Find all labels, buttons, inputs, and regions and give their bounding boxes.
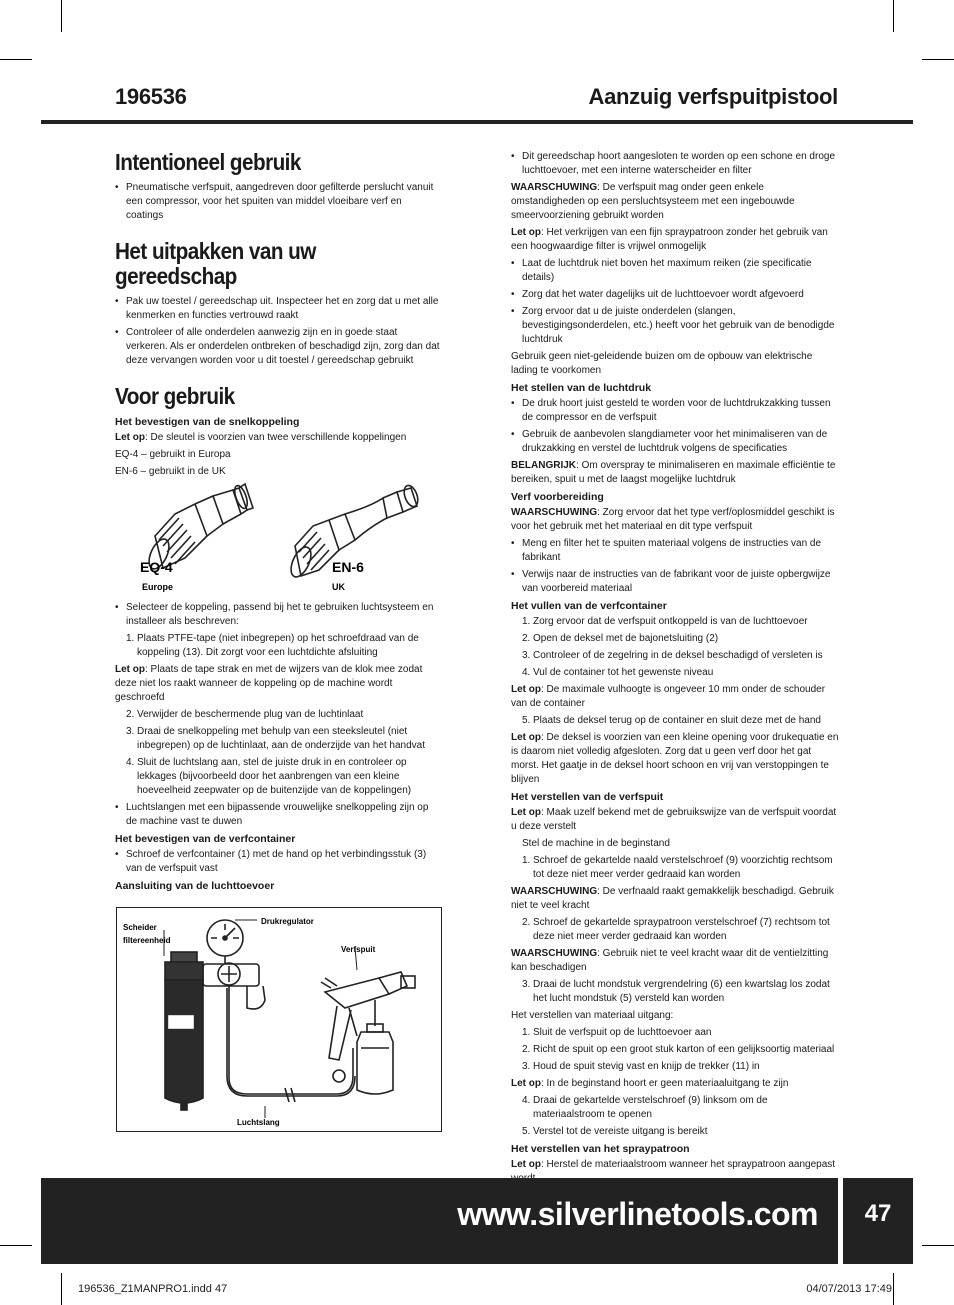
step-text: Draai de snelkoppeling met behulp van een steeksleutel (niet inbegrepen) op de luchtinlaat, aan de onderzijde van het handvat [137,726,425,751]
note-label: Let op [511,1159,541,1170]
fill-steps-b [511,714,840,728]
gun-handle [329,1006,351,1060]
step-number: 1. [522,855,531,866]
crop-mark [893,0,894,32]
list-item: • Schroef de verfcontainer (1) met de hand op het verbindingsstuk (3) van de verfspuit vast [115,848,440,876]
note-label: Let op [511,1078,541,1089]
footer-bar [41,1178,838,1264]
filter-bowl [165,980,203,1103]
filter-drain [181,1102,187,1110]
warning-text: : De verfspuit mag onder geen enkele omstandigheden op een persluchtsysteem met een ingebouwde smeervoorziening gebruikt worden [511,182,795,221]
note-label: Let op [115,432,145,443]
note-filter [511,226,840,254]
gun-adjusters [321,978,337,988]
page-number: 47 [843,1178,913,1264]
install-steps-a [115,632,440,660]
step-number: 3. [522,1061,531,1072]
intended-use-list [115,181,440,223]
warning-label: WAARSCHUWING [511,948,598,959]
static-note: Gebruik geen niet-geleidende buizen om de opbouw van elektrische lading te voorkomen [511,351,813,376]
heading-before-use: Voor gebruik [115,383,235,409]
subheading-paint-prep: Verf voorbereiding [511,491,604,503]
crop-mark [922,1245,954,1246]
note-label: Let op [511,807,541,818]
list-item: • Zorg dat het water dagelijks uit de luchttoevoer wordt afgevoerd [511,288,840,302]
step-text: Schroef de gekartelde spraypatroon verstelschroef (7) rechtsom tot deze niet meer verder gedraaid kan worden [533,917,830,942]
gun-air-inlet [333,1070,345,1082]
gun-body [325,978,389,1008]
important-label: BELANGRIJK [511,460,577,471]
adjust-steps-2 [511,916,840,944]
step-item [511,1125,840,1139]
regulator-outlet [247,986,265,1009]
note-text: : Maak uzelf bekend met de gebruikswijze van de verfspuit voordat u deze verstelt [511,807,837,832]
step-number: 2. [522,1044,531,1055]
subheading-pressure: Het stellen van de luchtdruk [511,382,652,394]
step-number: 1. [522,616,531,627]
eq4-line: EQ-4 – gebruikt in Europa [115,449,231,460]
warning-lubrication [511,181,840,223]
list-item: • Pak uw toestel / gereedschap uit. Inspecteer het en zorg dat u met alle kenmerken en functies vertrouwd raakt [115,295,440,323]
note-label: Let op [115,664,145,675]
step-item [511,1094,840,1122]
crop-mark [922,59,954,60]
filter-head [165,962,203,980]
important-note [511,459,840,487]
unpacking-list [115,295,440,368]
step-number: 4. [126,757,135,768]
print-date: 04/07/2013 17:49 [806,1283,892,1295]
step-item [115,708,440,722]
step-text: Richt de spuit op een groot stuk karton of een gelijksoortig materiaal [533,1044,835,1055]
step-number: 3. [522,979,531,990]
warning-label: WAARSCHUWING [511,886,598,897]
list-item: • Verwijs naar de instructies van de fabrikant voor de juiste opbergwijze van voorbereid materiaal [511,568,840,596]
warning-needle [511,885,840,913]
lid-note [511,731,840,787]
select-list [115,601,440,629]
note-label: Let op [511,732,541,743]
paint-container [357,1032,393,1094]
step-item [511,714,840,728]
step-item [115,632,440,660]
en6-neck [345,498,387,540]
en6-label: EN-6 [332,559,364,575]
warning-valve [511,947,840,975]
subheading-container: Het bevestigen van de verfcontainer [115,833,296,845]
warning-paint [511,506,840,534]
warning-label: WAARSCHUWING [511,182,598,193]
page-title: Aanzuig verfspuitpistool [588,84,838,109]
header-rule [41,120,913,124]
list-item: • Zorg ervoor dat u de juiste onderdelen (slangen, bevestigingsonderdelen, etc.) heeft voor het gebruik van de benodigde luchtdruk [511,305,840,347]
left-column-continued [115,601,440,895]
adjust-steps-1 [511,854,840,882]
step-item [511,1060,840,1074]
step-number: 2. [522,633,531,644]
gun-trigger [349,1008,357,1036]
left-column [115,150,440,482]
subheading-spray-pattern: Het verstellen van het spraypatroon [511,1143,690,1155]
right-column [511,150,840,1189]
heading-unpacking: Het uitpakken van uw gereedschap [115,238,316,289]
uk-label: UK [332,582,345,592]
note-text: : Het verkrijgen van een fijn spraypatroon zonder het gebruik van een hoogwaardige filter is vrijwel onmogelijk [511,227,828,252]
note-text: : Herstel de materiaalstroom wanneer het spraypatroon aangepast [541,1159,836,1170]
regulator-body [203,964,259,986]
step-item [511,632,840,646]
step-number: 1. [126,633,135,644]
step-number: 5. [522,1126,531,1137]
heading-intended-use: Intentioneel gebruik [115,149,301,175]
step-item [511,916,840,944]
subheading-air-supply: Aansluiting van de luchttoevoer [115,880,275,892]
air-supply-illustration [117,908,440,1130]
step-text: Houd de spuit stevig vast en knijp de trekker (11) in [533,1061,760,1072]
step-text: Plaats de deksel terug op de container en sluit deze met de hand [533,715,821,726]
set-pressure-list [511,397,840,456]
regulator-knob-spokes [221,966,237,982]
step-item [511,649,840,663]
list-item: • Selecteer de koppeling, passend bij het te gebruiken luchtsysteem en installeer als beschreven: [115,601,440,629]
step-item [511,615,840,629]
list-item: • Pneumatische verfspuit, aangedreven door gefilterde perslucht vanuit een compressor, voor het spuiten van middel vloeibare verf en coatings [115,181,440,223]
coupling-note [115,431,440,445]
hose-list [115,801,440,829]
separator-label-a: Scheider [123,923,157,932]
note-text: : De maximale vulhoogte is ongeveer 10 mm onder de schouder van de container [511,684,826,709]
list-item: • De druk hoort juist gesteld te worden voor de luchtdrukzakking tussen de compressor en de verfspuit [511,397,840,425]
step-number: 3. [522,650,531,661]
hose-label: Luchtslang [237,1118,280,1127]
crop-mark [61,1273,62,1305]
gauge-pivot [223,936,227,940]
note-text: : De sleutel is voorzien van twee verschillende koppelingen [145,432,407,443]
warning-label: WAARSCHUWING [511,507,598,518]
note-text: : De deksel is voorzien van een kleine opening voor drukequatie en is daarom niet volledig afgesloten. Zorg dat u geen verf door het gat morst. Het gaatje in de deksel hoort schoon en vrij van verstoppingen te blijven [511,732,839,785]
subheading-coupling: Het bevestigen van de snelkoppeling [115,416,300,428]
step-number: 4. [522,667,531,678]
paint-list [511,537,840,596]
step-number: 5. [522,715,531,726]
filter-label [169,1016,193,1028]
step-number: 3. [126,726,135,737]
list-item: • Luchtslangen met een bijpassende vrouwelijke snelkoppeling zijn op de machine vast te duwen [115,801,440,829]
fill-steps-a [511,615,840,680]
crop-mark [893,1273,894,1305]
material-steps-b [511,1094,840,1139]
container-list [115,848,440,876]
en6-line: EN-6 – gebruikt in de UK [115,466,226,477]
warning-text: : Gebruik niet te veel kracht waar dit de ventielzitting kan beschadigen [511,948,829,973]
step-item [511,666,840,680]
note-label: Let op [511,684,541,695]
separator-label-b: filtereenheid [123,936,171,945]
adjust-start: Stel de machine in de beginstand [522,838,670,849]
step-text: Verwijder de beschermende plug van de luchtinlaat [137,709,364,720]
note-text: : In de beginstand hoort er geen materiaaluitgang te zijn [541,1078,789,1089]
adjust-steps-3 [511,978,840,1006]
crop-mark [0,1245,32,1246]
file-info: 196536_Z1MANPRO1.indd 47 [78,1283,228,1295]
step-text: Zorg ervoor dat de verfspuit ontkoppeld is van de luchttoevoer [533,616,808,627]
start-note [511,1077,840,1091]
product-code: 196536 [115,84,187,109]
eq4-label: EQ-4 [140,559,173,575]
list-item: • Dit gereedschap hoort aangesloten te worden op een schone en droge luchttoevoer, met een interne waterscheider en filter [511,150,840,178]
website-link[interactable]: www.silverlinetools.com [457,1196,818,1232]
note-text: : Plaats de tape strak en met de wijzers van de klok mee zodat deze niet los raakt wanneer de koppeling op de machine wordt geschroefd [115,664,423,703]
list-item: • Gebruik de aanbevolen slangdiameter voor het minimaliseren van de drukzakking en verstel de luchtdruk volgens de specificaties [511,428,840,456]
pressure-list [511,257,840,347]
hose-break-mark [285,1088,295,1102]
list-item: • Controleer of alle onderdelen aanwezig zijn en in goede staat verkeren. Als er onderdelen ontbreken of beschadigd zijn, zorg dan dat deze vervangen worden voor u dit toestel / gereedschap gebruikt [115,326,440,368]
step-number: 2. [522,917,531,928]
crop-mark [0,59,32,60]
step-text: Sluit de luchtslang aan, stel de juiste druk in en controleer op lekkages (bijvoorbeeld door het aanbrengen van een kleine hoeveelheid zeepwater op de buitenzijde van de koppelingen) [137,757,412,796]
air-supply-figure [116,907,442,1132]
material-steps-a [511,1026,840,1074]
fill-note [511,683,840,711]
tape-note [115,663,440,705]
step-text: Plaats PTFE-tape (niet inbegrepen) op het schroefdraad van de koppeling (13). Dit zorgt voor een luchtdichte afsluiting [137,633,419,658]
step-text: Draai de gekartelde verstelschroef (9) linksom om de materiaalstroom te openen [533,1095,768,1120]
step-text: Vul de container tot het gewenste niveau [533,667,714,678]
step-text: Draai de lucht mondstuk vergrendelring (6) een kwartslag los zodat het lucht mondstuk (5) versteld kan worden [533,979,830,1004]
step-text: Schroef de gekartelde naald verstelschroef (9) voorzichtig rechtsom tot deze niet meer verder gedraaid kan worden [533,855,833,880]
list-item: • Laat de luchtdruk niet boven het maximum reiken (zie specificatie details) [511,257,840,285]
important-text: : Om overspray te minimaliseren en maximale efficiëntie te bereiken, spuit u met de laagst mogelijke luchtdruk [511,460,836,485]
subheading-adjust: Het verstellen van de verfspuit [511,791,664,803]
warning-text: : Zorg ervoor dat het type verf/oplosmiddel geschikt is voor het gebruik met het materiaal en dit type verfspuit [511,507,835,532]
step-text: Controleer of de zegelring in de deksel beschadigd of versleten is [533,650,823,661]
step-item [511,1043,840,1057]
step-text: Verstel tot de vereiste uitgang is bereikt [533,1126,708,1137]
step-number: 1. [522,1027,531,1038]
step-item [115,725,440,753]
regulator-label: Drukregulator [261,917,314,926]
note-label: Let op [511,227,541,238]
step-item [115,756,440,798]
coupling-illustration [115,478,445,598]
step-number: 4. [522,1095,531,1106]
supply-list [511,150,840,178]
step-number: 2. [126,709,135,720]
list-item: • Meng en filter het te spuiten materiaal volgens de instructies van de fabrikant [511,537,840,565]
step-item [511,1026,840,1040]
coupling-figure [115,478,445,598]
crop-mark [61,0,62,32]
subheading-fill: Het vullen van de verfcontainer [511,600,667,612]
filter-top [171,952,197,962]
gun-label: Verfspuit [341,945,376,954]
europe-label: Europe [142,582,174,592]
material-intro: Het verstellen van materiaal uitgang: [511,1010,674,1021]
step-text: Open de deksel met de bajonetsluiting (2) [533,633,719,644]
install-steps-b [115,708,440,798]
warning-text: : De verfnaald raakt gemakkelijk beschadigd. Gebruik niet te veel kracht [511,886,834,911]
adjust-note [511,806,840,834]
step-text: Sluit de verfspuit op de luchttoevoer aan [533,1027,712,1038]
step-item [511,854,840,882]
step-item [511,978,840,1006]
